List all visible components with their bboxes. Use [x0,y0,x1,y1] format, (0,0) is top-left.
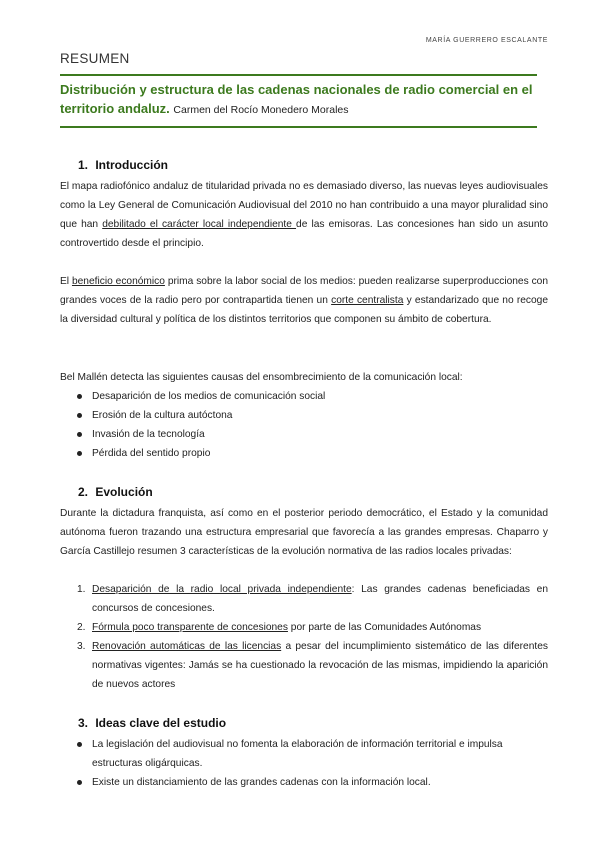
title-rule-top [60,74,537,76]
list-item: 1. Desaparición de la radio local privada independiente: Las grandes cadenas beneficiadas en concursos de concesiones. [77,584,548,614]
list-item: Existe un distanciamiento de las grandes cadenas con la información local. [60,773,548,792]
underline-corte: corte centralista [331,295,404,306]
underline-debilitado: debilitado el carácter local independiente [102,219,297,230]
intro-paragraph-3: Bel Mallén detecta las siguientes causas del ensombrecimiento de la comunicación local: [60,372,463,383]
list-item: Pérdida del sentido propio [60,444,548,463]
list-item: Desaparición de los medios de comunicación social [60,387,548,406]
evolucion-list [60,580,548,694]
list-item: Erosión de la cultura autóctona [60,406,548,425]
ideas-list [60,735,548,792]
heading-evolucion: 2. Evolución [78,485,153,499]
heading-ideas-clave: 3. Ideas clave del estudio [78,716,227,730]
document-title [60,80,538,120]
underline-beneficio: beneficio económico [71,276,165,287]
causes-list [60,387,548,463]
title-byline: Carmen del Rocío Monedero Morales [173,104,349,116]
heading-introduccion: 1. Introducción [78,158,169,172]
title-rule-bottom [60,126,537,128]
evolucion-paragraph: Durante la dictadura franquista, así como en el posterior periodo democrático, el Estado y la comunidad autónoma fueron trazando una estructura empresarial que favorecía a las grandes empresas. Chaparro y García Castillejo resumen 3 características de la evolución normativa de las radios locales privadas: [60,508,548,557]
author-header: MARÍA GUERRERO ESCALANTE [425,37,548,44]
intro-paragraph-1: El mapa radiofónico andaluz de titularidad privada no es demasiado diverso, las nuevas leyes audiovisuales como la Ley General de Comunicación Audiovisual del 2010 no han contribuido a una mayor pluralidad sino que han debilitado el carácter local independiente de las emisoras. Las concesiones han sido un asunto controvertido desde el principio. [60,181,549,249]
list-item: Invasión de la tecnología [60,425,548,444]
title-main: Distribución y estructura de las cadenas nacionales de radio comercial en el territorio andaluz. [60,82,533,116]
list-item: 2. Fórmula poco transparente de concesiones por parte de las Comunidades Autónomas [77,622,482,633]
section-label: RESUMEN [60,51,130,66]
intro-paragraph-2: El beneficio económico prima sobre la labor social de los medios: pueden realizarse superproducciones con grandes voces de la radio pero por contrapartida tienen un corte centralista y estandarizado que no recoge la diversidad cultural y política de los distintos territorios que componen su ámbito de cobertura. [60,276,548,325]
list-item: La legislación del audiovisual no fomenta la elaboración de información territorial e impulsa estructuras oligárquicas. [60,735,548,773]
list-item: 3. Renovación automáticas de las licencias a pesar del incumplimiento sistemático de las diferentes normativas vigentes: Jamás se ha cuestionado la revocación de las mismas, impidiendo la aparición de nuevos actores [77,641,548,690]
